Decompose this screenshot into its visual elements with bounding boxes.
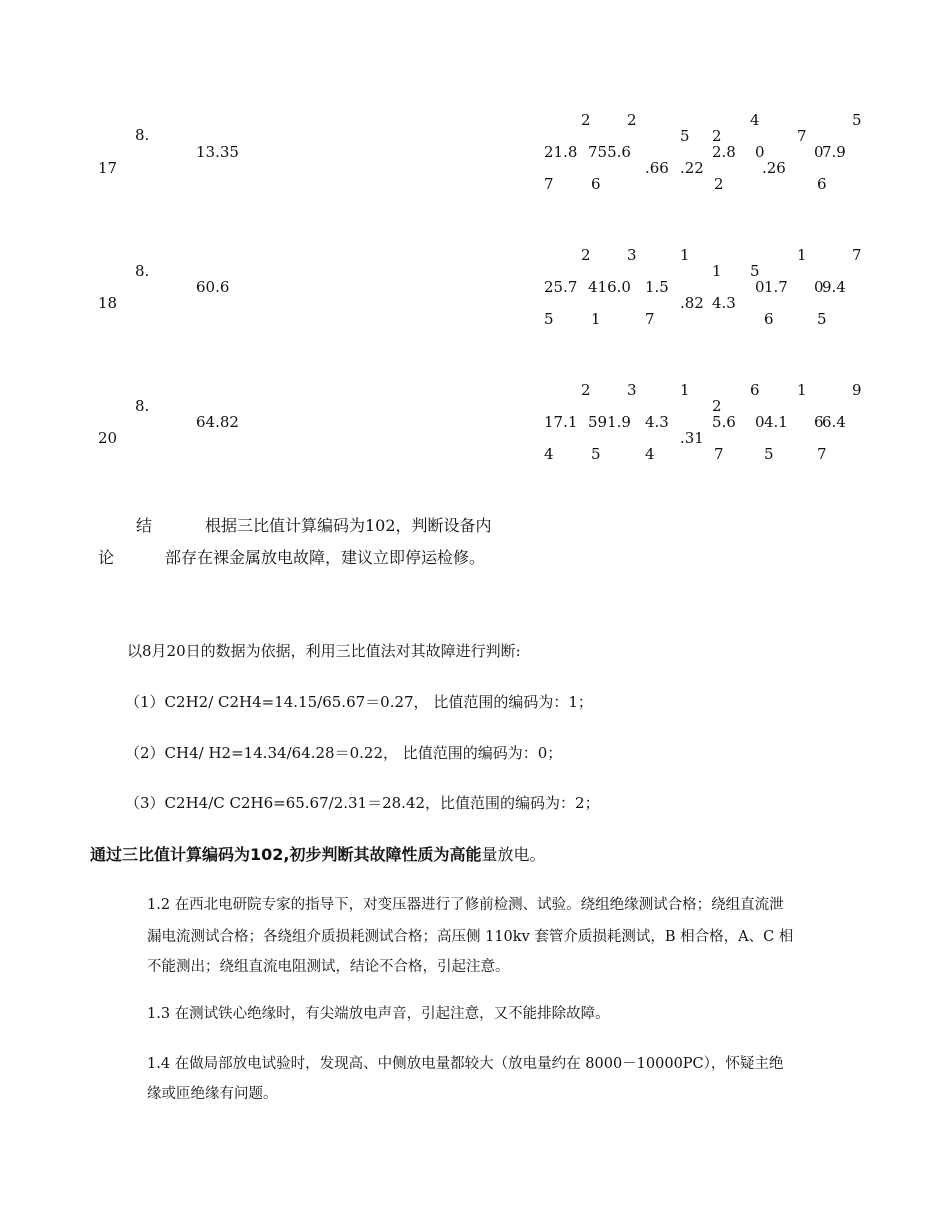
table-cell: .82 (680, 294, 704, 312)
table-cell: 4 (544, 445, 554, 463)
table-cell: 5 (591, 445, 601, 463)
row-value: 60.6 (196, 278, 230, 296)
section-1-2-line-3: 不能测出；绕组直流电阻测试，结论不合格，引起注意。 (147, 959, 510, 975)
table-cell: 25.7 (544, 278, 578, 296)
table-cell: 2.8 (712, 143, 736, 161)
table-cell: 6 (750, 381, 760, 399)
table-cell: 6 (814, 413, 824, 431)
table-cell: 0 (814, 278, 824, 296)
table-cell: 1 (591, 310, 601, 328)
table-cell: 2 (714, 175, 724, 193)
table-cell: 2 (581, 381, 591, 399)
table-cell: 2 (712, 397, 722, 415)
section-1-3-text: 1.3 在测试铁心绝缘时，有尖端放电声音，引起注意，又不能排除故障。 (147, 1006, 610, 1022)
row-id: 17 (98, 159, 118, 177)
table-cell: 6 (591, 175, 601, 193)
table-cell: 416.0 (588, 278, 631, 296)
table-cell: 1 (680, 381, 690, 399)
table-cell: 21.8 (544, 143, 578, 161)
table-cell: 6 (817, 175, 827, 193)
analysis-summary (90, 847, 546, 863)
table-cell: 0 (755, 413, 765, 431)
conclusion-label-part-2: 论 (98, 548, 115, 567)
table-cell: 0 (814, 143, 824, 161)
table-cell: 7 (852, 246, 862, 264)
table-cell: 3 (627, 381, 637, 399)
row-value: 13.35 (196, 143, 239, 161)
conclusion-text-line-2: 部存在裸金属放电故障，建议立即停运检修。 (165, 548, 486, 567)
table-cell: 0 (755, 143, 765, 161)
table-cell: .26 (762, 159, 786, 177)
table-cell: 5 (764, 445, 774, 463)
table-cell: 4.3 (645, 413, 669, 431)
table-cell: 2 (581, 246, 591, 264)
table-cell: 1 (680, 246, 690, 264)
section-1-4-line-1: 1.4 在做局部放电试验时，发现高、中侧放电量都较大（放电量约在 8000－10000PC），怀疑主绝 (147, 1056, 784, 1072)
analysis-summary-bold: 通过三比值计算编码为102,初步判断其故障性质为高能 (90, 845, 482, 864)
table-cell: 4 (645, 445, 655, 463)
section-1-4-line-2: 缘或匝绝缘有问题。 (147, 1086, 278, 1102)
table-cell: 2 (581, 111, 591, 129)
table-cell: 1.5 (645, 278, 669, 296)
row-id: 18 (98, 294, 118, 312)
table-cell: 5 (852, 111, 862, 129)
row-id: 20 (98, 429, 118, 447)
table-cell: 2 (627, 111, 637, 129)
table-cell: 9.4 (822, 278, 846, 296)
row-date-fragment: 8. (135, 397, 150, 415)
table-cell: 2 (712, 127, 722, 145)
table-cell: 5 (680, 127, 690, 145)
table-cell: 7 (645, 310, 655, 328)
table-cell: 17.1 (544, 413, 578, 431)
table-cell: 5.6 (712, 413, 736, 431)
table-cell: 6.4 (822, 413, 846, 431)
table-cell: 3 (627, 246, 637, 264)
table-cell: 7 (544, 175, 554, 193)
table-cell: 5 (750, 262, 760, 280)
table-cell: 1 (712, 262, 722, 280)
table-cell: 4.1 (764, 413, 788, 431)
ratio-line-1: （1）C2H2/ C2H4=14.15/65.67＝0.27， 比值范围的编码为：1； (125, 693, 593, 711)
ratio-line-3: （3）C2H4/C C2H6=65.67/2.31＝28.42，比值范围的编码为：2； (125, 794, 600, 812)
row-date-fragment: 8. (135, 126, 150, 144)
table-cell: 4.3 (712, 294, 736, 312)
table-cell: 6 (764, 310, 774, 328)
table-cell: 5 (544, 310, 554, 328)
section-1-2-line-2: 漏电流测试合格；各绕组介质损耗测试合格；高压侧 110kv 套管介质损耗测试，B 相合格，A、C 相 (147, 929, 794, 945)
table-cell: 591.9 (588, 413, 631, 431)
table-cell: 755.6 (588, 143, 631, 161)
table-cell: 7 (817, 445, 827, 463)
table-cell: 1 (797, 381, 807, 399)
analysis-summary-rest: 量放电。 (481, 845, 546, 864)
table-cell: .22 (680, 159, 704, 177)
table-cell: 5 (817, 310, 827, 328)
conclusion-text-line-1: 根据三比值计算编码为102，判断设备内 (205, 516, 492, 535)
table-cell: 1.7 (764, 278, 788, 296)
table-cell: 1 (797, 246, 807, 264)
section-1-2-line-1: 1.2 在西北电研院专家的指导下，对变压器进行了修前检测、试验。绕组绝缘测试合格；绕组直流泄 (147, 897, 784, 913)
table-cell: 7.9 (822, 143, 846, 161)
table-cell: 9 (852, 381, 862, 399)
table-cell: 7 (797, 127, 807, 145)
table-cell: 4 (750, 111, 760, 129)
conclusion-label-part-1: 结 (136, 516, 153, 535)
row-date-fragment: 8. (135, 262, 150, 280)
table-cell: 7 (714, 445, 724, 463)
table-cell: .66 (645, 159, 669, 177)
analysis-intro: 以8月20日的数据为依据，利用三比值法对其故障进行判断: (127, 642, 521, 660)
row-value: 64.82 (196, 413, 239, 431)
table-cell: 0 (755, 278, 765, 296)
ratio-line-2: （2）CH4/ H2=14.34/64.28＝0.22， 比值范围的编码为：0； (125, 744, 563, 762)
table-cell: .31 (680, 429, 704, 447)
